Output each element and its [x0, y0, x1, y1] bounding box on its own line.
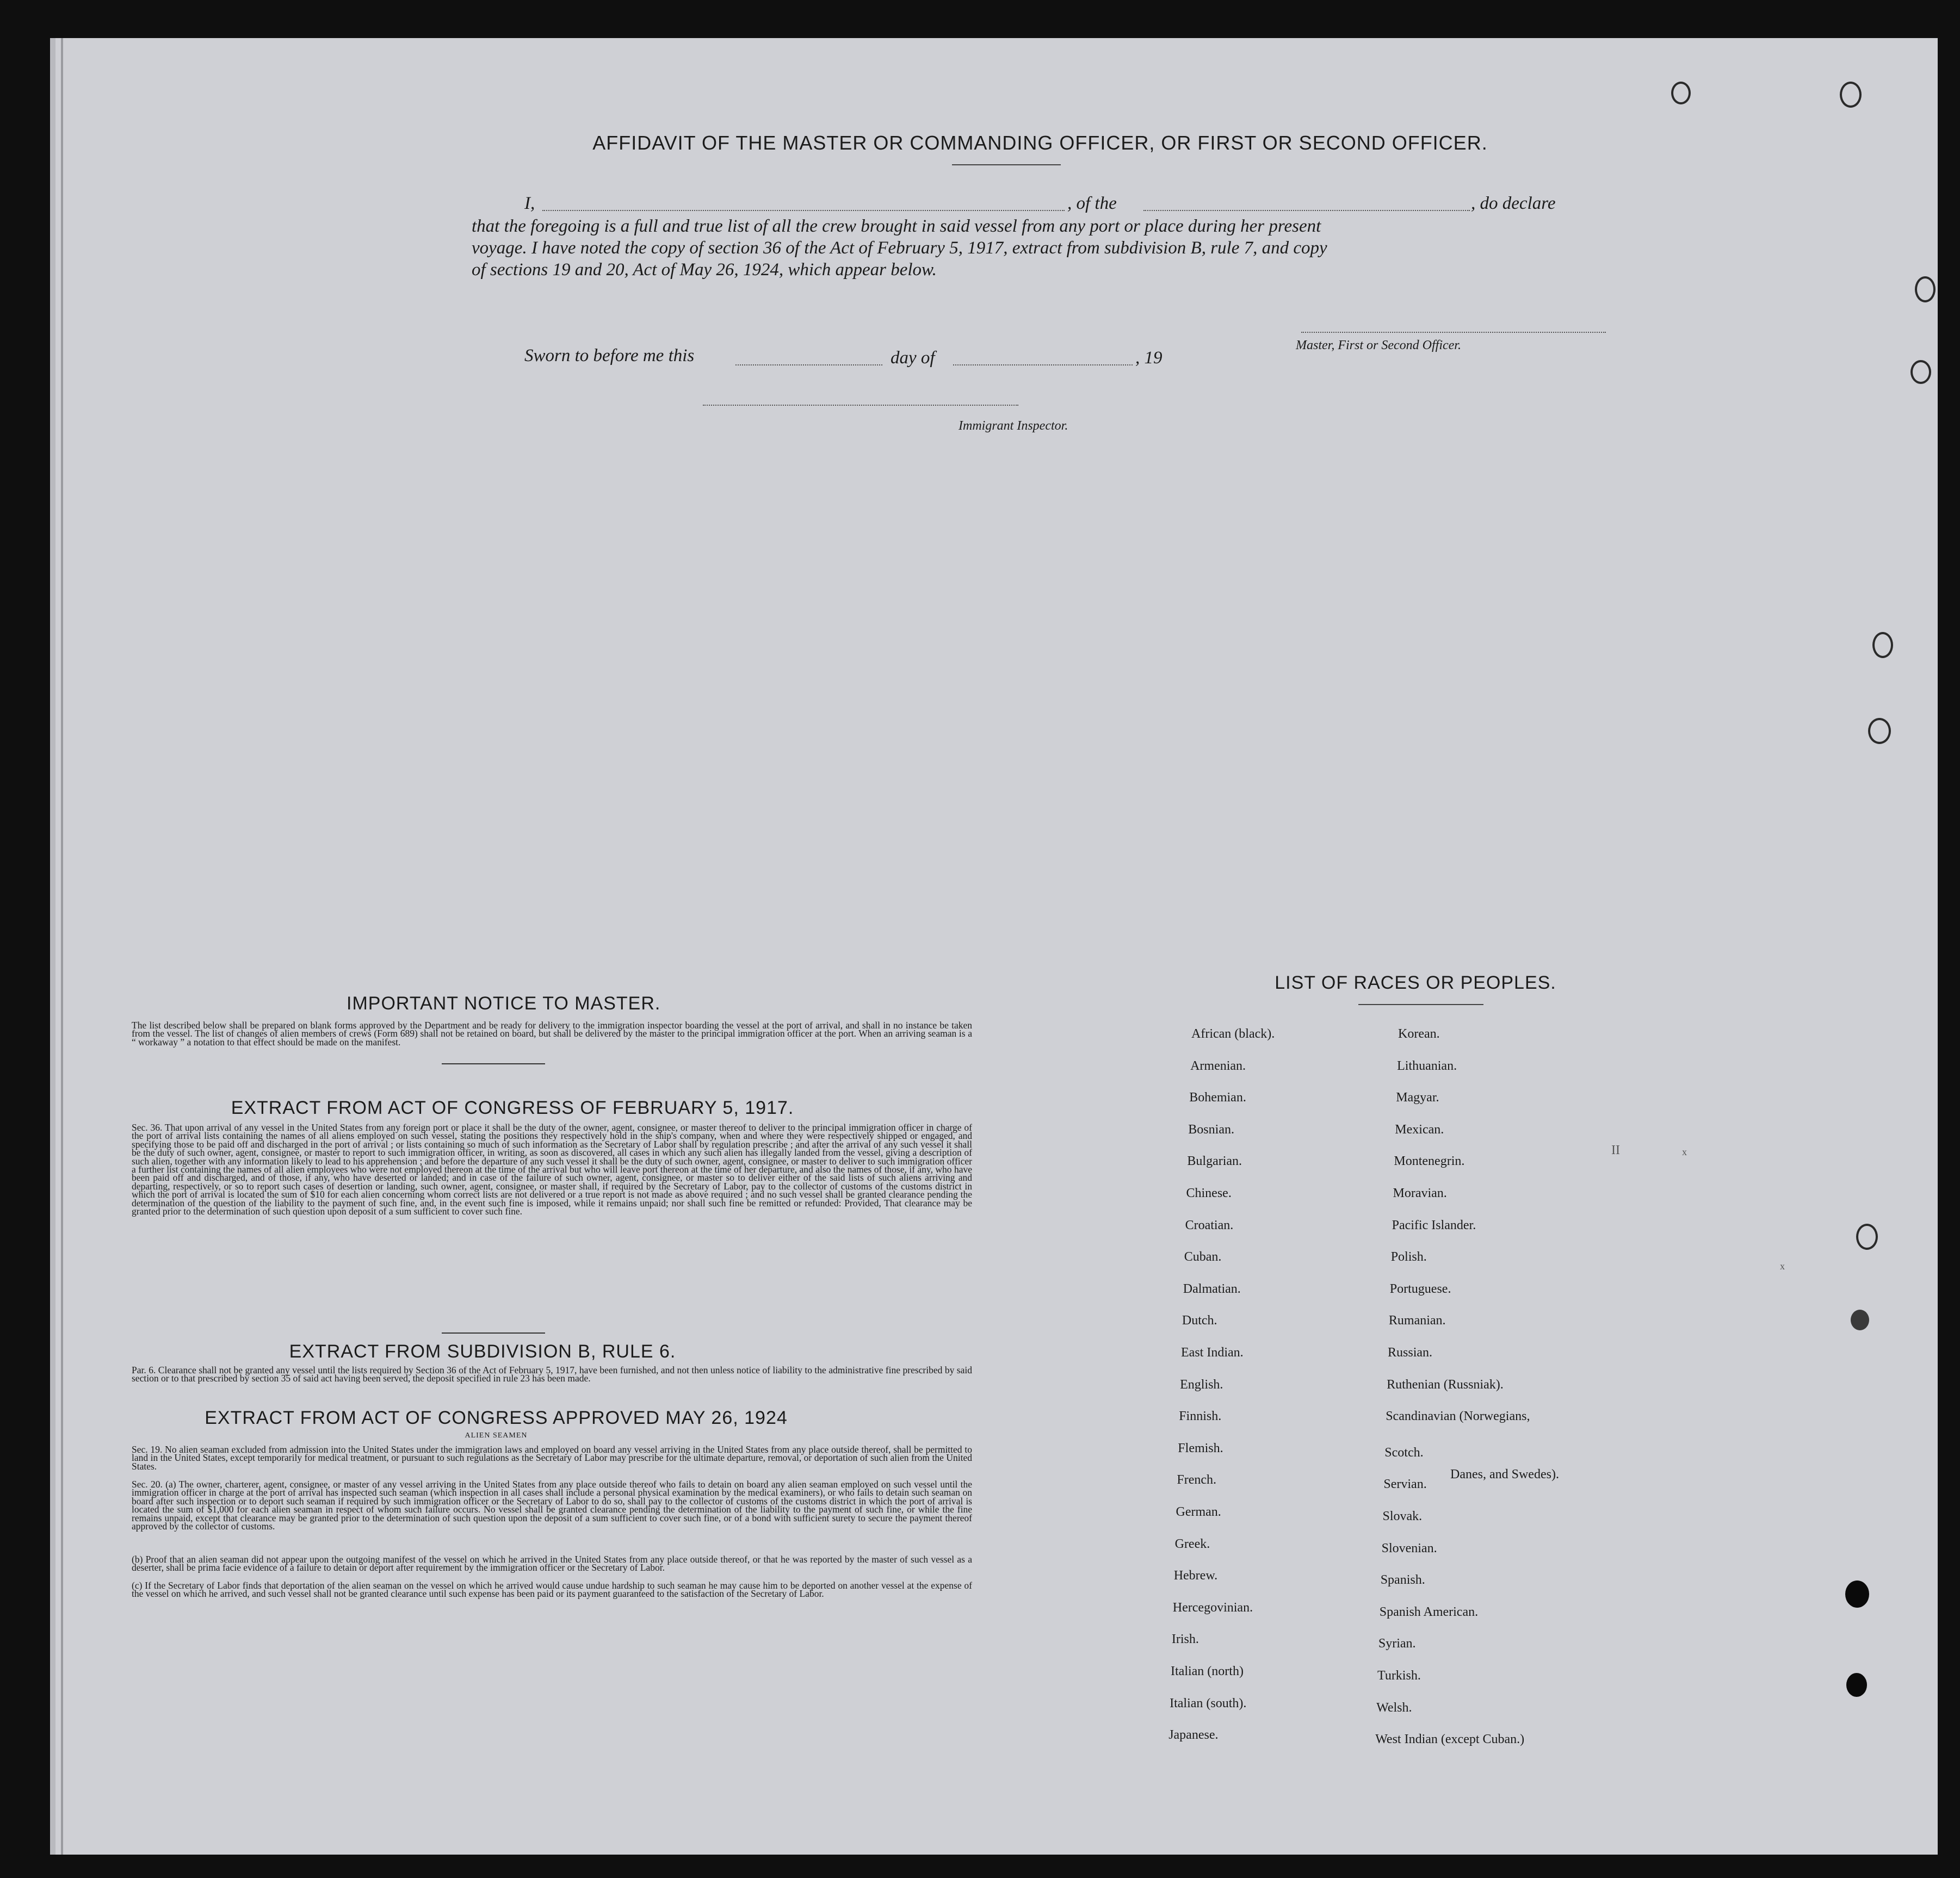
- affidavit-line-4: of sections 19 and 20, Act of May 26, 1924, which appear below.: [472, 260, 937, 280]
- races-title: LIST OF RACES OR PEOPLES.: [1275, 972, 1556, 993]
- manifest-page: [50, 38, 1938, 1855]
- races-underline: [1358, 1004, 1483, 1005]
- race-item: Korean.: [1398, 1027, 1440, 1041]
- binding-hole-icon: [1910, 360, 1931, 384]
- binding-hole-icon: [1856, 1224, 1878, 1250]
- affidavit-declare: , do declare: [1471, 194, 1556, 213]
- binding-hole-icon: [1845, 1581, 1869, 1608]
- affidavit-title: AFFIDAVIT OF THE MASTER OR COMMANDING OFFICER, OR FIRST OR SECOND OFFICER.: [592, 132, 1488, 154]
- master-signature-blank: [1301, 332, 1606, 333]
- race-item: Bohemian.: [1189, 1090, 1246, 1105]
- binding-hole-icon: [1851, 1310, 1869, 1330]
- affidavit-i: I,: [524, 194, 535, 213]
- race-item: Russian.: [1388, 1346, 1433, 1360]
- margin-roman-two: II: [1611, 1143, 1620, 1157]
- race-item: Turkish.: [1377, 1669, 1421, 1683]
- sec19-body: Sec. 19. No alien seaman excluded from admission into the United States under the immigration laws and employed on board any vessel arriving in the United States from any place outside thereof, shall be permitted to land in the United States, except temporarily for medical treatment, or pursuant to such regulations as the Secretary of Labor may prescribe for the ultimate departure, removal, or deportation of such alien from the United States.: [132, 1444, 972, 1472]
- race-item: Finnish.: [1179, 1409, 1222, 1424]
- race-item: Cuban.: [1184, 1250, 1222, 1265]
- affidavit-line-3: voyage. I have noted the copy of section 36 of the Act of February 5, 1917, extract from subdivision B, rule 7, and copy: [472, 238, 1327, 258]
- race-item: Dutch.: [1182, 1313, 1217, 1328]
- binding-hole-icon: [1671, 82, 1691, 104]
- race-item: Spanish.: [1380, 1573, 1425, 1588]
- race-item: Slovenian.: [1381, 1541, 1437, 1555]
- inspector-label: Immigrant Inspector.: [959, 419, 1068, 433]
- race-item: Irish.: [1171, 1632, 1199, 1647]
- affidavit-line-2: that the foregoing is a full and true list of all the crew brought in said vessel from any port or place during her present: [472, 216, 1321, 236]
- race-item: Mexican.: [1395, 1122, 1444, 1137]
- race-item: Flemish.: [1178, 1441, 1223, 1455]
- race-item: Armenian.: [1190, 1058, 1246, 1073]
- race-item: East Indian.: [1181, 1346, 1244, 1360]
- race-item: Italian (north): [1171, 1664, 1244, 1678]
- notice-title: IMPORTANT NOTICE TO MASTER.: [347, 993, 661, 1014]
- race-item: Italian (south).: [1170, 1696, 1247, 1710]
- race-item: German.: [1176, 1505, 1221, 1519]
- page-edge-left: [50, 38, 55, 1855]
- race-item: Moravian.: [1393, 1186, 1447, 1200]
- rule6-body: Par. 6. Clearance shall not be granted any vessel until the lists required by Section 36 of the Act of February 5, 1917, have been furnished, and not then unless notice of liability to the administrative fine prescribed by said section or to that prescribed by section 35 of said act having been served, the deposit specified in rule 23 has been made.: [132, 1365, 972, 1384]
- race-item: Japanese.: [1168, 1728, 1219, 1743]
- extract-1917-body: Sec. 36. That upon arrival of any vessel in the United States from any foreign port or place it shall be the duty of the owner, agent, consignee, or master thereof to deliver to the principal immigration officer in charge of the port of arrival lists containing the names of all aliens employed on such vessel, stating the positions they respectively hold in the ship's company, when and where they were respectively shipped or engaged, and specifying those to be paid off and discharged in the port of arrival ; or lists containing so much of such information as the Secretary of Labor shall by regulation prescribe ; and after the arrival of any such vessel it shall be the duty of such owner, agent, consignee, or master to report to such immigration officer, in writing, as soon as discovered, all cases in which any such alien has illegally landed from the vessel, giving a description of such alien, together with any information likely to lead to his apprehension ; and before the departure of any such vessel it shall be the duty of such owner, agent, consignee, or master to deliver to such immigration officer a further list containing the names of all alien employees who were not employed thereon at the time of the arrival but who will leave port thereon at the time of her departure, and also the names of those, if any, who have been paid off and discharged, and of those, if any, who have deserted or landed; and in case of the failure of such owner, agent, consignee, or master so to deliver either of the said lists of such aliens arriving and departing, respectively, or so to report such cases of desertion or landing, such owner, agent, consignee, or master shall, if required by the Secretary of Labor, pay to the collector of customs of the customs district in which the port of arrival is located the sum of $10 for each alien concerning whom correct lists are not delivered or a true report is not made as above required ; and no such vessel shall be granted clearance pending the determination of the question of the liability to the payment of such fine, and, in the event such fine is imposed, while it remains unpaid; nor shall such fine be remitted or refunded: Provided, That clearance may be granted prior to the determination of such question upon deposit of a sum sufficient to cover such fine.: [132, 1122, 972, 1217]
- notice-body: The list described below shall be prepared on blank forms approved by the Department and be ready for delivery to the immigration inspector boarding the vessel at the port of arrival, and shall in no instance be taken from the vessel. The list of changes of alien members of crews (Form 689) shall not be retained on board, but shall be delivered by the master to the principal immigration officer at the port. When an arriving seaman is a “ workaway ” a notation to that effect should be made on the manifest.: [132, 1020, 972, 1048]
- race-item: Bulgarian.: [1187, 1154, 1242, 1169]
- sworn-month-blank: [953, 364, 1133, 365]
- notice-divider: [442, 1063, 545, 1064]
- race-item: Croatian.: [1185, 1218, 1234, 1232]
- race-item: Rumanian.: [1388, 1313, 1446, 1328]
- race-item: Welsh.: [1376, 1700, 1412, 1715]
- vessel-blank: [1143, 210, 1470, 211]
- sworn-day-blank: [735, 364, 882, 365]
- race-item: Scandinavian (Norwegians,: [1386, 1409, 1530, 1424]
- race-scandinavian-cont: Danes, and Swedes).: [1450, 1467, 1559, 1482]
- race-item: Hebrew.: [1173, 1569, 1218, 1583]
- race-item: French.: [1177, 1473, 1217, 1487]
- affidavit-of-the: , of the: [1067, 194, 1117, 213]
- binding-hole-icon: [1868, 718, 1891, 744]
- race-item: Dalmatian.: [1183, 1281, 1241, 1296]
- race-item: Bosnian.: [1188, 1122, 1234, 1137]
- race-item: English.: [1180, 1377, 1223, 1392]
- race-item: West Indian (except Cuban.): [1375, 1732, 1525, 1747]
- rule6-title: EXTRACT FROM SUBDIVISION B, RULE 6.: [289, 1341, 676, 1362]
- race-item: Lithuanian.: [1397, 1058, 1457, 1073]
- extract-1924-title: EXTRACT FROM ACT OF CONGRESS APPROVED MAY 26, 1924: [205, 1408, 788, 1428]
- race-item: Polish.: [1390, 1250, 1427, 1265]
- name-blank: [542, 210, 1065, 211]
- inspector-signature-blank: [703, 405, 1018, 406]
- sec20b-body: (b) Proof that an alien seaman did not appear upon the outgoing manifest of the vessel on which he arrived in the United States from any place outside thereof, or that he was reported by the master of such vessel as a deserter, shall be prima facie evidence of a failure to detain or deport after requirement by the immigration officer or the Secretary of Labor.: [132, 1554, 972, 1573]
- race-item: Slovak.: [1382, 1509, 1423, 1523]
- margin-x-1: x: [1682, 1146, 1687, 1157]
- year-text: , 19: [1135, 348, 1163, 368]
- binding-hole-icon: [1846, 1673, 1867, 1697]
- page-edge-line: [61, 38, 63, 1855]
- race-item: Magyar.: [1396, 1090, 1439, 1105]
- race-item: Chinese.: [1186, 1186, 1232, 1200]
- race-item: Ruthenian (Russniak).: [1387, 1377, 1504, 1392]
- alien-seamen-subtitle: ALIEN SEAMEN: [465, 1431, 528, 1440]
- race-item: Pacific Islander.: [1392, 1218, 1476, 1232]
- extract-1917-title: EXTRACT FROM ACT OF CONGRESS OF FEBRUARY 5, 1917.: [231, 1098, 794, 1118]
- binding-hole-icon: [1840, 82, 1862, 108]
- title-underline: [952, 164, 1061, 165]
- day-of-text: day of: [891, 348, 935, 368]
- race-item: African (black).: [1191, 1027, 1275, 1041]
- race-item: Portuguese.: [1389, 1281, 1451, 1296]
- binding-hole-icon: [1872, 632, 1893, 658]
- margin-x-2: x: [1780, 1261, 1785, 1272]
- race-item: Syrian.: [1378, 1637, 1416, 1651]
- race-item: Spanish American.: [1379, 1604, 1479, 1619]
- race-item: Montenegrin.: [1394, 1154, 1465, 1169]
- race-item: Hercegovinian.: [1172, 1600, 1253, 1615]
- sec20c-body: (c) If the Secretary of Labor finds that deportation of the alien seaman on the vessel on which he arrived would cause undue hardship to such seaman he may cause him to be deported on another vessel at the expense of the vessel on which he arrived, and such vessel shall not be granted clearance until such expense has been paid or its payment guaranteed to the satisfaction of the Secretary of Labor.: [132, 1580, 972, 1600]
- sworn-text: Sworn to before me this: [524, 346, 695, 365]
- race-item: Servian.: [1383, 1477, 1427, 1492]
- race-item: Scotch.: [1384, 1445, 1424, 1460]
- extract-1917-divider: [442, 1332, 545, 1334]
- binding-hole-icon: [1915, 276, 1936, 302]
- sec20a-body: Sec. 20. (a) The owner, charterer, agent, consignee, or master of any vessel arriving in the United States from any place outside thereof who fails to detain on board any alien seaman employed on such vessel until the immigration officer in charge at the port of arrival has inspected such seaman (which inspection in all cases shall include a personal physical examination by the medical examiners), or who fails to detain such seaman on board after such inspection or to deport such seaman if required by such immigration officer or the Secretary of Labor to do so, shall pay to the collector of customs of the customs district in which the port of arrival is located the sum of $1,000 for each alien seaman in respect of whom such failure occurs. No vessel shall be granted clearance pending the determination of the liability to the payment of such fine, or while the fine remains unpaid, except that clearance may be granted prior to the determination of such question upon the deposit of a sum sufficient to cover such fine, or of a bond with sufficient surety to secure the payment thereof approved by the collector of customs.: [132, 1479, 972, 1532]
- race-item: Greek.: [1174, 1536, 1210, 1551]
- master-signature-label: Master, First or Second Officer.: [1296, 338, 1461, 352]
